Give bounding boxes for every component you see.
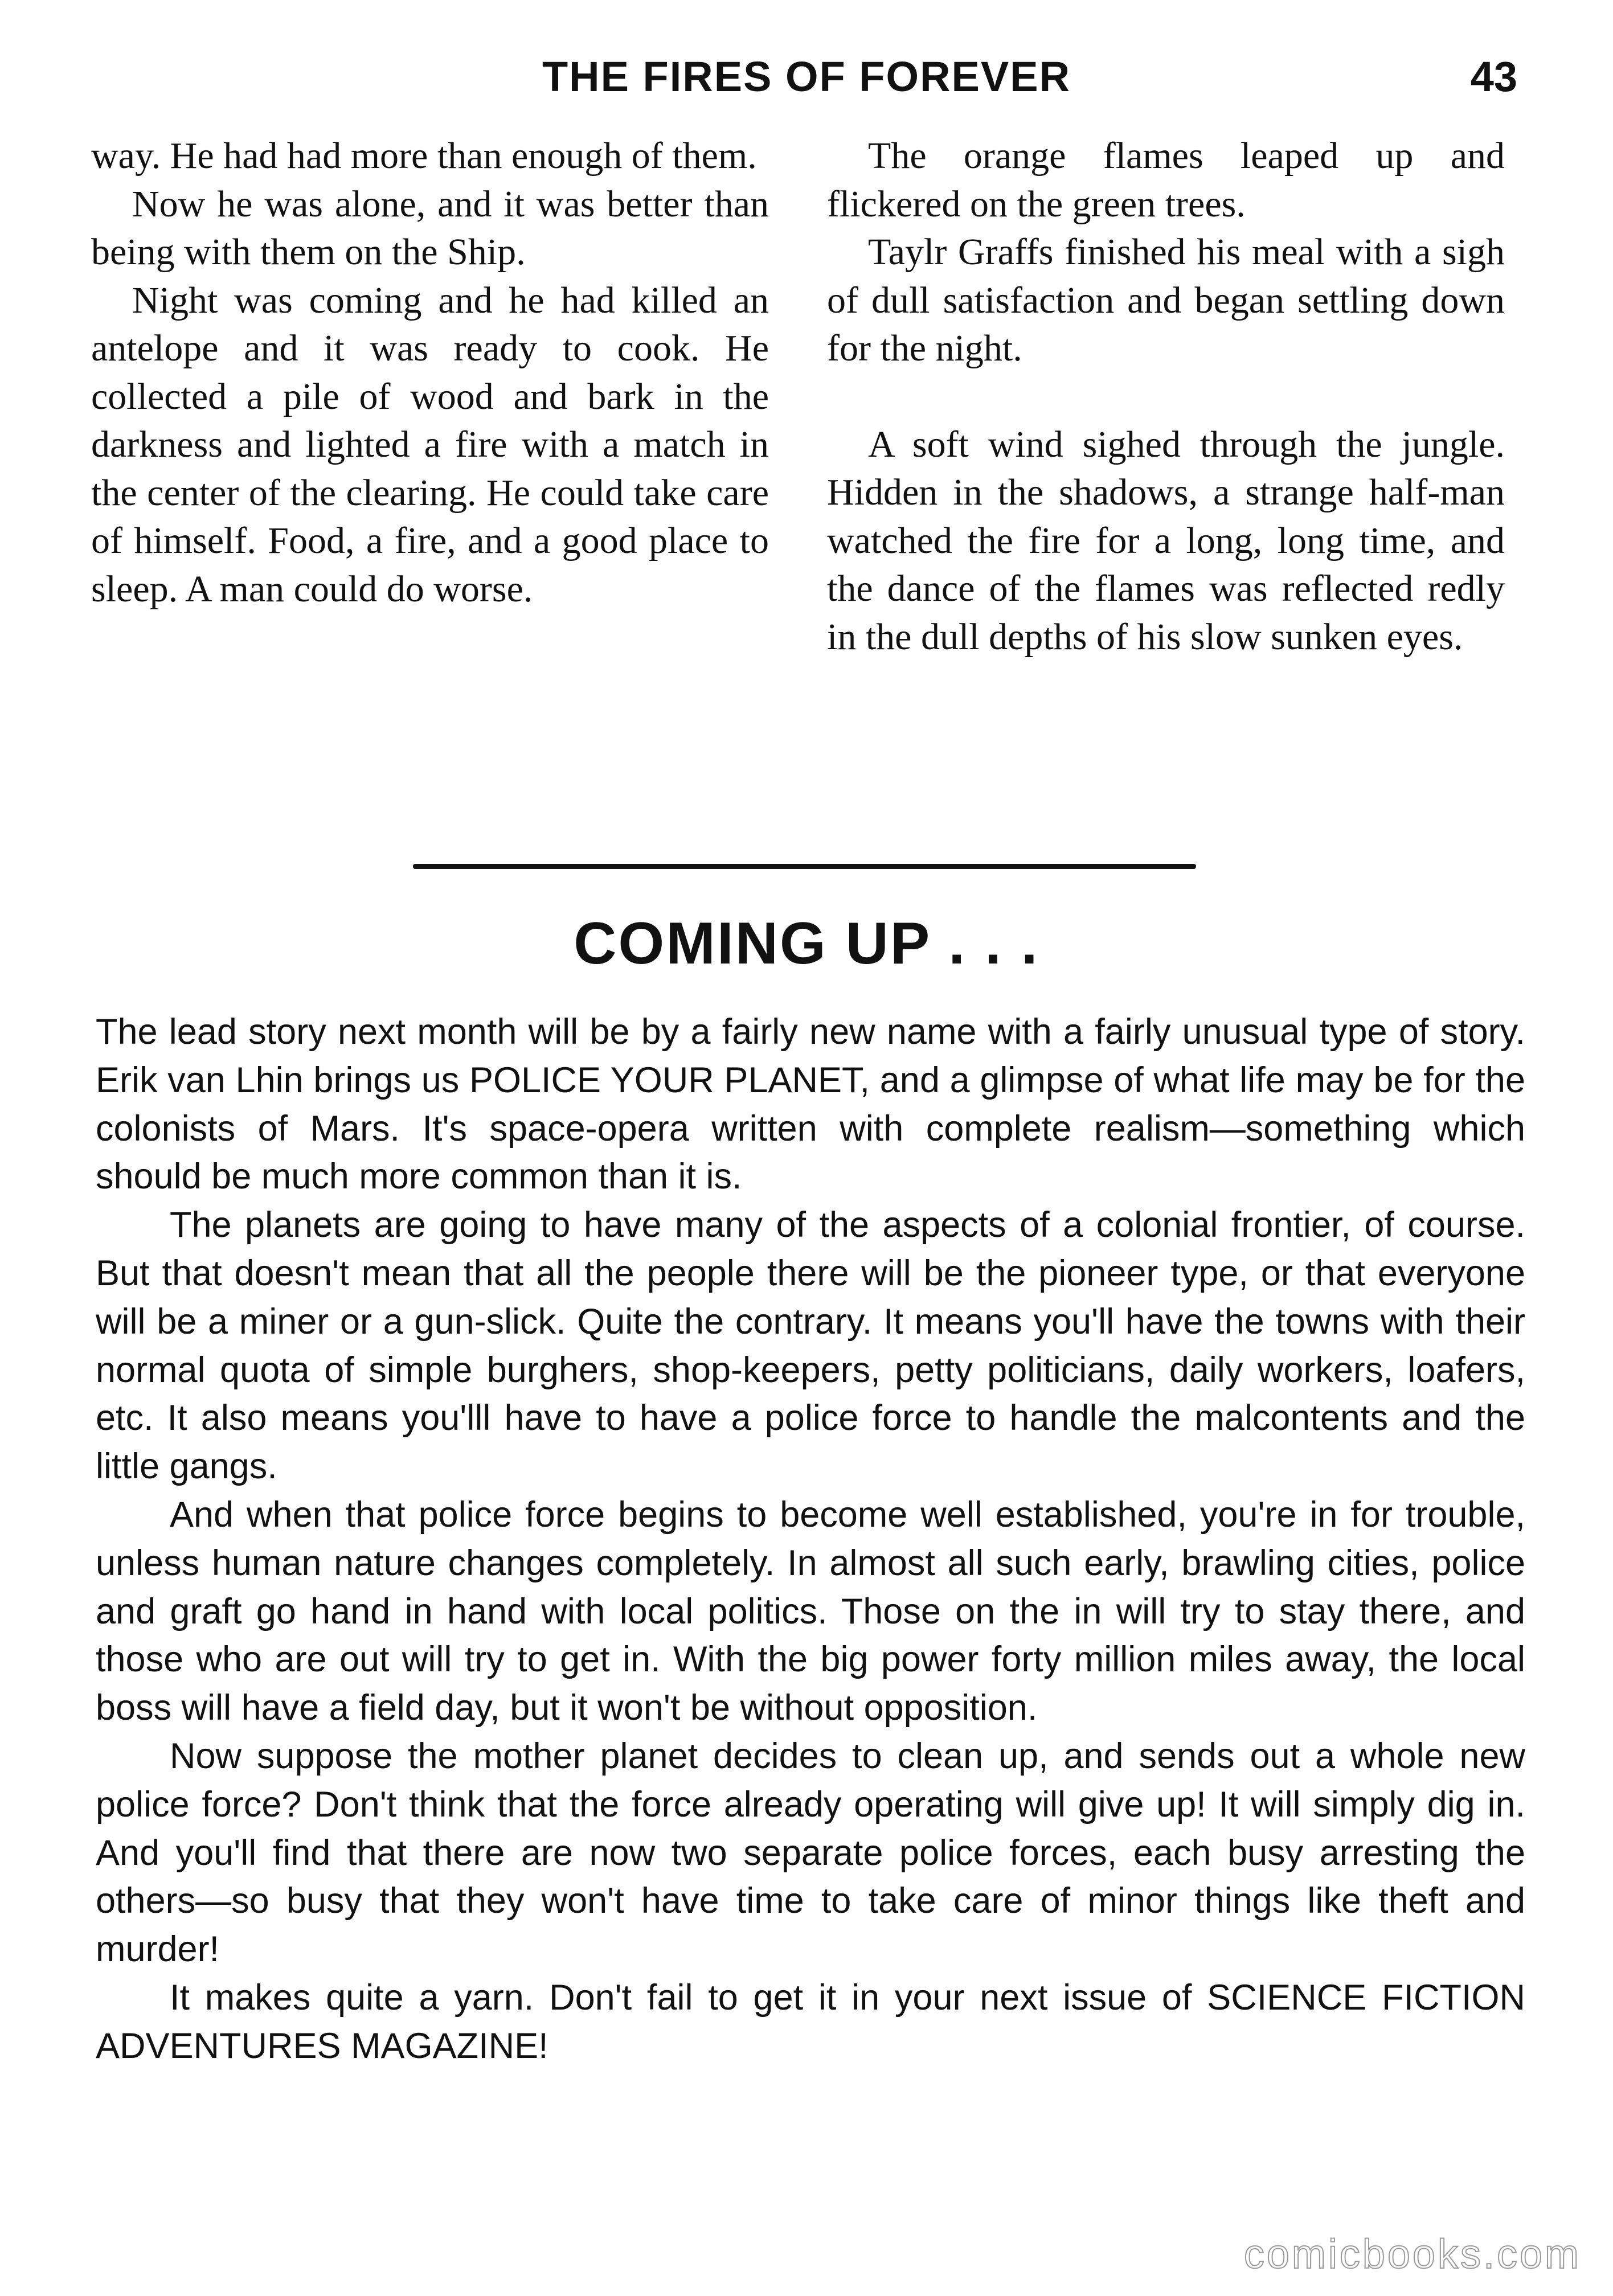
coming-up-text xyxy=(96,1008,1525,2070)
story-paragraph: The orange flames leaped up and flickered on the green trees. xyxy=(827,135,1505,225)
story-continuation xyxy=(91,132,1526,827)
story-paragraph: Taylr Graffs finished his meal with a sigh of dull satisfaction and began settling down for the night. xyxy=(827,231,1505,369)
announcement-paragraph: The lead story next month will be by a fairly new name with a fairly unusual type of story. Erik van Lhin brings us POLICE YOUR PLANET, and a glimpse of what life may be for the colonists of Mars. It's space-opera written with complete realism—something which should be much more common than it is. xyxy=(96,1012,1525,1197)
coming-up-heading: COMING UP . . . xyxy=(574,911,1039,977)
story-left-column xyxy=(91,132,769,613)
announcement-paragraph: Now suppose the mother planet decides to clean up, and sends out a whole new police force? Don't think that the force already operating will give up! It will simply dig in. And you'll find that there are now two separate police forces, each busy arresting the others—so busy that they won't have time to take care of minor things like theft and murder! xyxy=(96,1736,1525,1970)
announcement-paragraph: And when that police force begins to become well established, you're in for trouble, unless human nature changes completely. In almost all such early, brawling cities, police and graft go hand in hand with local politics. Those on the in will try to stay there, and those who are out will try to get in. With the big power forty million miles away, the local boss will have a field day, but it won't be without opposition. xyxy=(96,1494,1525,1728)
announcement-paragraph: It makes quite a yarn. Don't fail to get it in your next issue of SCIENCE FICTION ADVENTURES MAGAZINE! xyxy=(96,1977,1525,2066)
story-paragraph: Night was coming and he had killed an antelope and it was ready to cook. He collected a pile of wood and bark in the darkness and lighted a fire with a match in the center of the clearing. He could take care of himself. Food, a fire, and a good place to sleep. A man could do worse. xyxy=(91,279,769,610)
watermark: comicbooks.com xyxy=(1243,2232,1581,2277)
section-divider xyxy=(413,864,1196,869)
story-right-column xyxy=(827,132,1505,661)
story-paragraph: Now he was alone, and it was better than being with them on the Ship. xyxy=(91,183,769,273)
story-paragraph: way. He had had more than enough of them. xyxy=(91,135,757,177)
running-head xyxy=(0,52,1613,121)
running-title: THE FIRES OF FOREVER xyxy=(542,53,1071,100)
page-number: 43 xyxy=(1470,53,1517,100)
story-paragraph: A soft wind sighed through the jungle. Hidden in the shadows, a strange half-man watched the fire for a long, long time, and the dance of the flames was reflected redly in the dull depths of his slow sunken eyes. xyxy=(827,423,1505,658)
announcement-paragraph: The planets are going to have many of the aspects of a colonial frontier, of course. But that doesn't mean that all the people there will be the pioneer type, or that everyone will be a miner or a gun-slick. Quite the contrary. It means you'll have the towns with their normal quota of simple burghers, shop-keepers, petty politicians, daily workers, loafers, etc. It also means you'lll have to have a police force to handle the malcontents and the little gangs. xyxy=(96,1205,1525,1487)
